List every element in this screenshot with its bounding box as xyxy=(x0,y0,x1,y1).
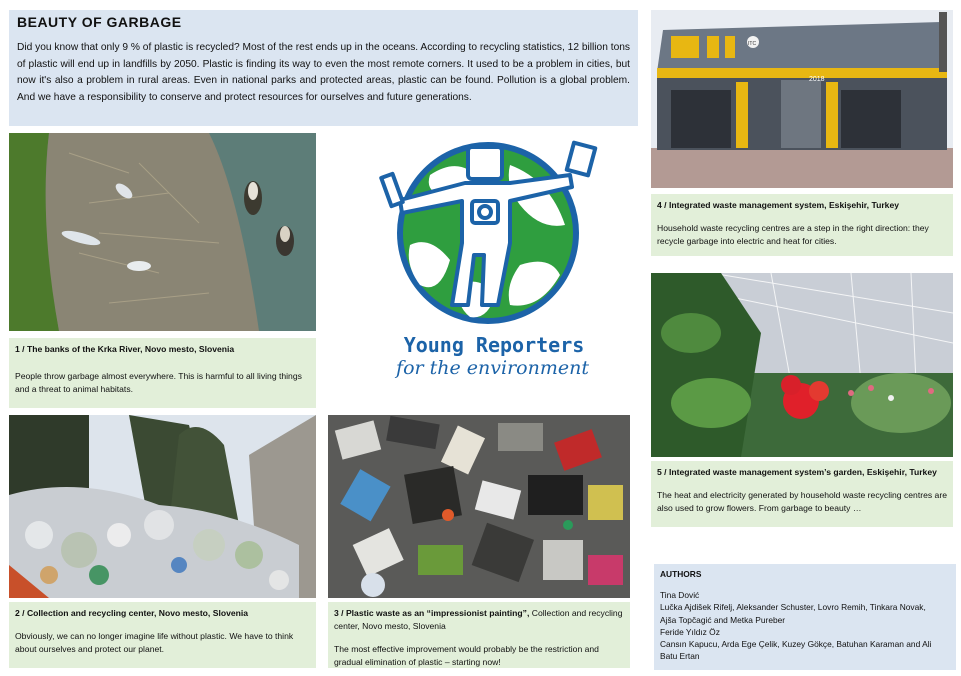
author-line: Feride Yıldız Öz xyxy=(660,626,720,637)
intro-text: Did you know that only 9 % of plastic is recycled? Most of the rest ends up in the oceans. According to recycling statistics, 12 billion tons of plastic will end up in landfills by 2050. Plastic is finding its way to even the most remote corners. It used to be a problem in cities, but now it's also a problem in rural areas. Even in national parks and protected areas, plastic can be found. Pollution is a global problem. And we have a responsibility to conserve and protect resources for ourselves and future generations. xyxy=(17,42,630,103)
logo-line-2: for the environment xyxy=(396,357,589,379)
author-line: Cansın Kapucu, Arda Ege Çelik, Kuzey Gökçe, Batuhan Karaman and Ali xyxy=(660,638,932,649)
photo-krka-river-bank xyxy=(9,133,316,331)
caption-4-title: 4 / Integrated waste management system, Eskişehir, Turkey xyxy=(657,200,900,210)
caption-5 xyxy=(651,461,953,527)
caption-2-title: 2 / Collection and recycling center, Novo mesto, Slovenia xyxy=(15,608,249,618)
authors-title: AUTHORS xyxy=(660,569,702,579)
author-line: Lučka Ajdišek Rifelj, Aleksander Schuster, Lovro Remih, Tinkara Novak, xyxy=(660,602,926,613)
caption-2 xyxy=(9,602,316,668)
young-reporters-logo xyxy=(370,135,615,390)
photo-waste-management-building xyxy=(651,10,953,188)
author-line: Ajša Topčagić and Metka Pureber xyxy=(660,614,786,625)
caption-1-title: 1 / The banks of the Krka River, Novo mesto, Slovenia xyxy=(15,344,235,354)
globe-reporter-icon xyxy=(370,135,615,335)
building-sign-itc: ITC xyxy=(748,41,757,47)
caption-3-title: 3 / Plastic waste as an “impressionist painting”, xyxy=(334,608,530,618)
author-line: Batu Ertan xyxy=(660,651,700,662)
caption-4 xyxy=(651,194,953,256)
caption-5-text: The heat and electricity generated by household waste recycling centres are also used to grow flowers. From garbage to beauty … xyxy=(657,489,947,513)
caption-1-text: People throw garbage almost everywhere. This is harmful to all living things and a threat to animal habitats. xyxy=(15,370,302,394)
authors-panel xyxy=(654,564,956,670)
photo-plastic-waste xyxy=(328,415,630,598)
intro-panel xyxy=(9,10,638,126)
caption-2-text: Obviously, we can no longer imagine life without plastic. We have to think about ourselves and protect our planet. xyxy=(15,630,294,654)
photo-greenhouse-garden xyxy=(651,273,953,457)
caption-4-text: Household waste recycling centres are a step in the right direction: they recycle garbage into electric and heat for cities. xyxy=(657,222,929,246)
author-line: Tina Dović xyxy=(660,590,700,601)
logo-line-1: Young Reporters xyxy=(403,333,585,357)
caption-1 xyxy=(9,338,316,408)
caption-3-text: The most effective improvement would probably be the restriction and gradual elimination of plastic – starting now! xyxy=(334,643,599,667)
caption-3 xyxy=(328,602,630,668)
caption-5-title: 5 / Integrated waste management system’s garden, Eskişehir, Turkey xyxy=(657,467,937,477)
caption-3-title-rest: Collection and recycling center, Novo mesto, Slovenia xyxy=(334,608,623,631)
building-sign-year: 2018 xyxy=(809,76,825,83)
photo-recycling-center xyxy=(9,415,316,598)
page-title: BEAUTY OF GARBAGE xyxy=(17,14,182,30)
